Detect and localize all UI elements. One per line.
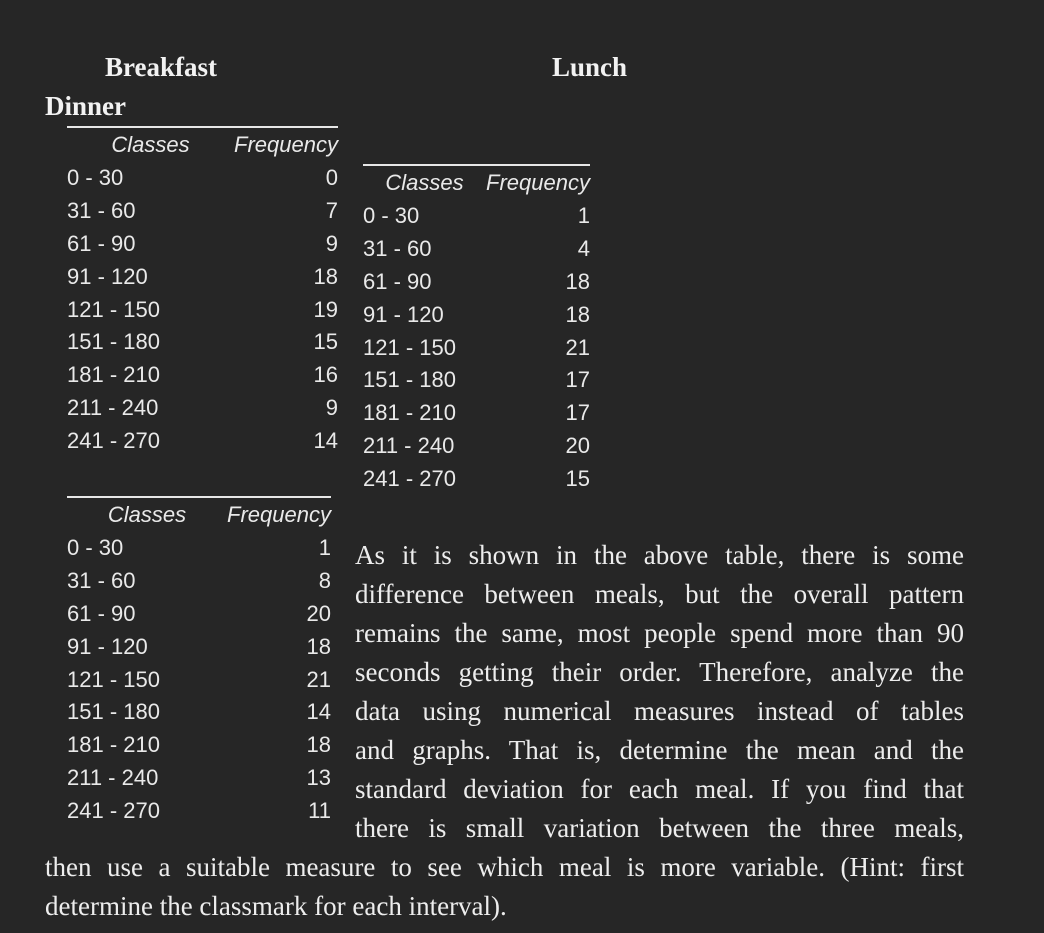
column-header-frequency: Frequency bbox=[486, 170, 590, 195]
class-interval-cell: 241 - 270 bbox=[67, 427, 160, 453]
class-interval-cell: 121 - 150 bbox=[67, 296, 160, 322]
frequency-cell: 21 bbox=[565, 334, 590, 360]
frequency-cell: 14 bbox=[306, 699, 331, 725]
column-header-frequency: Frequency bbox=[227, 502, 331, 527]
lunch-frequency-table bbox=[363, 164, 590, 495]
heading-breakfast: Breakfast bbox=[105, 52, 217, 82]
table-row bbox=[67, 228, 338, 261]
paragraph-line: there is small variation between the three meals, bbox=[355, 813, 964, 843]
class-interval-cell: 91 - 120 bbox=[67, 633, 148, 659]
table-row bbox=[67, 293, 338, 326]
frequency-cell: 19 bbox=[313, 296, 338, 322]
frequency-cell: 1 bbox=[318, 535, 331, 561]
class-interval-cell: 181 - 210 bbox=[363, 400, 456, 426]
frequency-cell: 18 bbox=[306, 732, 331, 758]
class-interval-cell: 181 - 210 bbox=[67, 732, 160, 758]
column-header-classes: Classes bbox=[385, 170, 464, 195]
paragraph-main-block bbox=[355, 536, 964, 848]
paragraph-line: As it is shown in the above table, there is some bbox=[355, 540, 964, 570]
class-interval-cell: 91 - 120 bbox=[67, 263, 148, 289]
table-header-row bbox=[67, 128, 338, 162]
column-header-frequency: Frequency bbox=[234, 132, 338, 157]
frequency-cell: 20 bbox=[306, 600, 331, 626]
table-row bbox=[67, 195, 338, 228]
frequency-cell: 15 bbox=[313, 329, 338, 355]
class-interval-cell: 0 - 30 bbox=[363, 203, 420, 229]
frequency-cell: 8 bbox=[318, 568, 331, 594]
paragraph-line: and graphs. That is, determine the mean and the bbox=[355, 735, 964, 765]
class-interval-cell: 31 - 60 bbox=[67, 198, 136, 224]
table-row bbox=[363, 397, 590, 430]
frequency-cell: 13 bbox=[306, 764, 331, 790]
table-row bbox=[363, 331, 590, 364]
table-header-row bbox=[67, 498, 331, 532]
paragraph-line: standard deviation for each meal. If you find that bbox=[355, 774, 964, 804]
frequency-cell: 18 bbox=[306, 633, 331, 659]
frequency-cell: 1 bbox=[577, 203, 590, 229]
class-interval-cell: 151 - 180 bbox=[67, 329, 160, 355]
frequency-cell: 18 bbox=[565, 268, 590, 294]
table-row bbox=[67, 424, 338, 457]
table-row bbox=[363, 200, 590, 233]
frequency-cell: 21 bbox=[306, 666, 331, 692]
paragraph-line: then use a suitable measure to see which meal is more variable. (Hint: first bbox=[45, 852, 964, 882]
frequency-cell: 9 bbox=[325, 394, 338, 420]
class-interval-cell: 151 - 180 bbox=[67, 699, 160, 725]
frequency-cell: 9 bbox=[325, 230, 338, 256]
class-interval-cell: 91 - 120 bbox=[363, 301, 444, 327]
class-interval-cell: 121 - 150 bbox=[67, 666, 160, 692]
breakfast-frequency-table bbox=[67, 126, 338, 457]
frequency-cell: 4 bbox=[577, 236, 590, 262]
table-row bbox=[363, 298, 590, 331]
frequency-cell: 14 bbox=[313, 427, 338, 453]
table-row bbox=[363, 462, 590, 495]
instruction-paragraph bbox=[45, 536, 964, 926]
frequency-cell: 0 bbox=[325, 165, 338, 191]
class-interval-cell: 151 - 180 bbox=[363, 367, 456, 393]
table-row bbox=[67, 326, 338, 359]
class-interval-cell: 211 - 240 bbox=[67, 394, 159, 420]
column-header-classes: Classes bbox=[107, 502, 187, 527]
class-interval-cell: 181 - 210 bbox=[67, 362, 160, 388]
class-interval-cell: 211 - 240 bbox=[67, 764, 159, 790]
paragraph-line: remains the same, most people spend more than 90 bbox=[355, 618, 964, 648]
frequency-cell: 20 bbox=[565, 432, 590, 458]
table-row bbox=[363, 233, 590, 266]
paragraph-line: data using numerical measures instead of tables bbox=[355, 696, 964, 726]
paragraph-line: difference between meals, but the overall pattern bbox=[355, 579, 964, 609]
class-interval-cell: 241 - 270 bbox=[67, 797, 160, 823]
frequency-cell: 18 bbox=[313, 263, 338, 289]
frequency-cell: 11 bbox=[308, 797, 331, 823]
table-row bbox=[67, 359, 338, 392]
table-row bbox=[363, 430, 590, 463]
class-interval-cell: 121 - 150 bbox=[363, 334, 456, 360]
column-header-classes: Classes bbox=[111, 132, 190, 157]
frequency-cell: 17 bbox=[565, 400, 590, 426]
frequency-cell: 16 bbox=[313, 362, 338, 388]
class-interval-cell: 31 - 60 bbox=[67, 568, 136, 594]
table-row bbox=[67, 392, 338, 425]
paragraph-tail-block bbox=[45, 848, 964, 926]
paragraph-line: seconds getting their order. Therefore, analyze the bbox=[355, 657, 964, 687]
class-interval-cell: 61 - 90 bbox=[67, 600, 136, 626]
class-interval-cell: 241 - 270 bbox=[363, 465, 456, 491]
heading-dinner: Dinner bbox=[45, 91, 126, 121]
frequency-cell: 18 bbox=[565, 301, 590, 327]
class-interval-cell: 61 - 90 bbox=[363, 268, 432, 294]
paragraph-line: determine the classmark for each interval). bbox=[45, 891, 507, 921]
class-interval-cell: 61 - 90 bbox=[67, 230, 136, 256]
class-interval-cell: 211 - 240 bbox=[363, 432, 455, 458]
frequency-cell: 7 bbox=[325, 198, 338, 224]
table-row bbox=[67, 162, 338, 195]
heading-lunch: Lunch bbox=[552, 52, 628, 82]
frequency-cell: 17 bbox=[565, 367, 590, 393]
class-interval-cell: 0 - 30 bbox=[67, 165, 124, 191]
frequency-cell: 15 bbox=[565, 465, 590, 491]
class-interval-cell: 0 - 30 bbox=[67, 535, 124, 561]
table-header-row bbox=[363, 166, 590, 200]
table-row bbox=[363, 364, 590, 397]
table-row bbox=[363, 266, 590, 299]
table-row bbox=[67, 260, 338, 293]
class-interval-cell: 31 - 60 bbox=[363, 236, 432, 262]
